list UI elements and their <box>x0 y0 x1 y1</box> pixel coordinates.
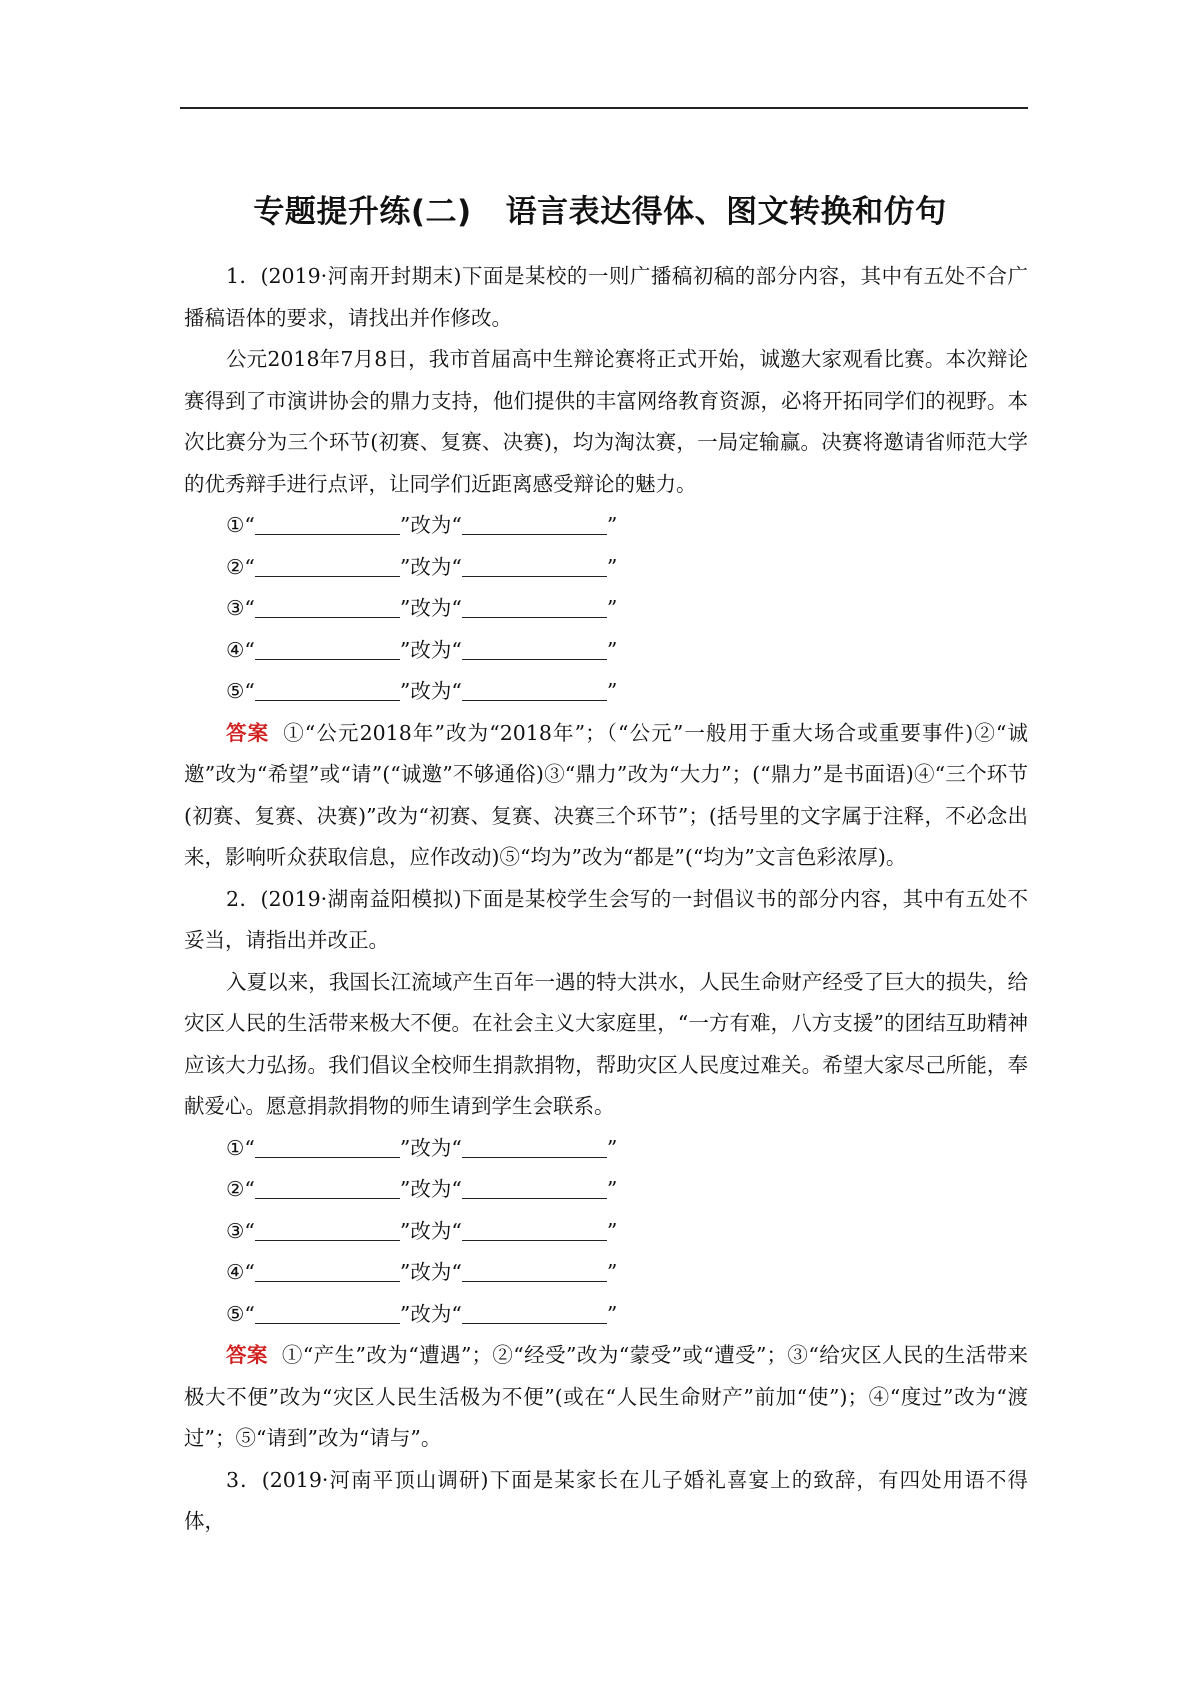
document-body <box>184 256 1028 1543</box>
blank-row: ①“ ”改为“ ” <box>226 1135 618 1160</box>
question-2-answer <box>184 1335 1028 1460</box>
answer-blank[interactable] <box>255 1135 400 1158</box>
title-sub: 语言表达得体、图文转换和仿句 <box>505 194 947 230</box>
blank-row: ②“ ”改为“ ” <box>226 1177 618 1201</box>
question-2-passage: 入夏以来，我国长江流域产生百年一遇的特大洪水，人民生命财产经受了巨大的损失，给灾区人民的生活带来极大不便。在社会主义大家庭里，“一方有难，八方支援”的团结互助精神应该大力弘扬。我们倡议全校师生捐款捐物，帮助灾区人民度过难关。希望大家尽己所能，奉献爱心。愿意捐款捐物的师生请到学生会联系。 <box>184 969 1028 1118</box>
answer-blank[interactable] <box>462 1135 607 1158</box>
blank-row: ④“ ”改为“ ” <box>226 1260 618 1284</box>
answer-blank[interactable] <box>255 1218 400 1241</box>
answer-blank[interactable] <box>255 1176 400 1199</box>
blank-row: ③“ ”改为“ ” <box>226 1218 618 1243</box>
answer-blank[interactable] <box>462 595 607 618</box>
answer-blank[interactable] <box>255 678 400 701</box>
answer-blank[interactable] <box>462 554 607 577</box>
answer-text: ①“公元2018年”改为“2018年”；（“公元”一般用于重大场合或重要事件)②“诚邀”改为“希望”或“请”(“诚邀”不够通俗)③“鼎力”改为“大力”；(“鼎力”是书面语)④“三个环节(初赛、复赛、决赛)”改为“初赛、复赛、决赛三个环节”；(括号里的文字属于注释，不必念出来，影响听众获取信息，应作改动)⑤“均为”改为“都是”(“均为”文言色彩浓厚)。 <box>184 720 1028 869</box>
blank-row: ④“ ”改为“ ” <box>226 637 618 662</box>
title-main: 专题提升练(二) <box>253 194 472 230</box>
answer-blank[interactable] <box>462 1176 607 1199</box>
answer-text: ①“产生”改为“遭遇”；②“经受”改为“蒙受”或“遭受”；③“给灾区人民的生活带来极大不便”改为“灾区人民生活极为不便”(或在“人民生命财产”前加“使”)；④“度过”改为“渡过”；⑤“请到”改为“请与”。 <box>184 1343 1029 1450</box>
answer-blank[interactable] <box>255 512 400 535</box>
blank-row: ②“ ”改为“ ” <box>226 554 618 579</box>
answer-blank[interactable] <box>255 637 400 660</box>
answer-blank[interactable] <box>462 1218 607 1241</box>
answer-blank[interactable] <box>255 595 400 618</box>
blank-row: ⑤“ ”改为“ ” <box>226 679 618 703</box>
answer-label: 答案 <box>226 1343 268 1367</box>
blank-row: ③“ ”改为“ ” <box>226 596 618 620</box>
question-2-blanks <box>184 1128 1028 1336</box>
page-title <box>0 186 1200 231</box>
question-1-blanks <box>184 505 1028 713</box>
answer-blank[interactable] <box>255 1301 400 1324</box>
header-rule <box>180 107 1028 109</box>
answer-blank[interactable] <box>255 554 400 577</box>
question-1-stem: 1．(2019·河南开封期末)下面是某校的一则广播稿初稿的部分内容，其中有五处不合广播稿语体的要求，请找出并作修改。 <box>184 264 1028 330</box>
answer-blank[interactable] <box>462 637 607 660</box>
blank-row: ⑤“ ”改为“ ” <box>226 1301 618 1326</box>
answer-blank[interactable] <box>462 1301 607 1324</box>
answer-blank[interactable] <box>462 512 607 535</box>
question-2-stem: 2．(2019·湖南益阳模拟)下面是某校学生会写的一封倡议书的部分内容，其中有五处不妥当，请指出并改正。 <box>184 886 1028 952</box>
blank-row: ①“ ”改为“ ” <box>226 513 618 537</box>
answer-blank[interactable] <box>462 678 607 701</box>
question-1-answer <box>184 713 1028 879</box>
answer-label: 答案 <box>226 720 270 745</box>
question-3-stem: 3．(2019·河南平顶山调研)下面是某家长在儿子婚礼喜宴上的致辞，有四处用语不得体， <box>184 1467 1028 1533</box>
question-1-passage: 公元2018年7月8日，我市首届高中生辩论赛将正式开始，诚邀大家观看比赛。本次辩论赛得到了市演讲协会的鼎力支持，他们提供的丰富网络教育资源，必将开拓同学们的视野。本次比赛分为三个环节(初赛、复赛、决赛)，均为淘汰赛，一局定输赢。决赛将邀请省师范大学的优秀辩手进行点评，让同学们近距离感受辩论的魅力。 <box>184 347 1028 496</box>
answer-blank[interactable] <box>462 1259 607 1282</box>
answer-blank[interactable] <box>255 1259 400 1282</box>
